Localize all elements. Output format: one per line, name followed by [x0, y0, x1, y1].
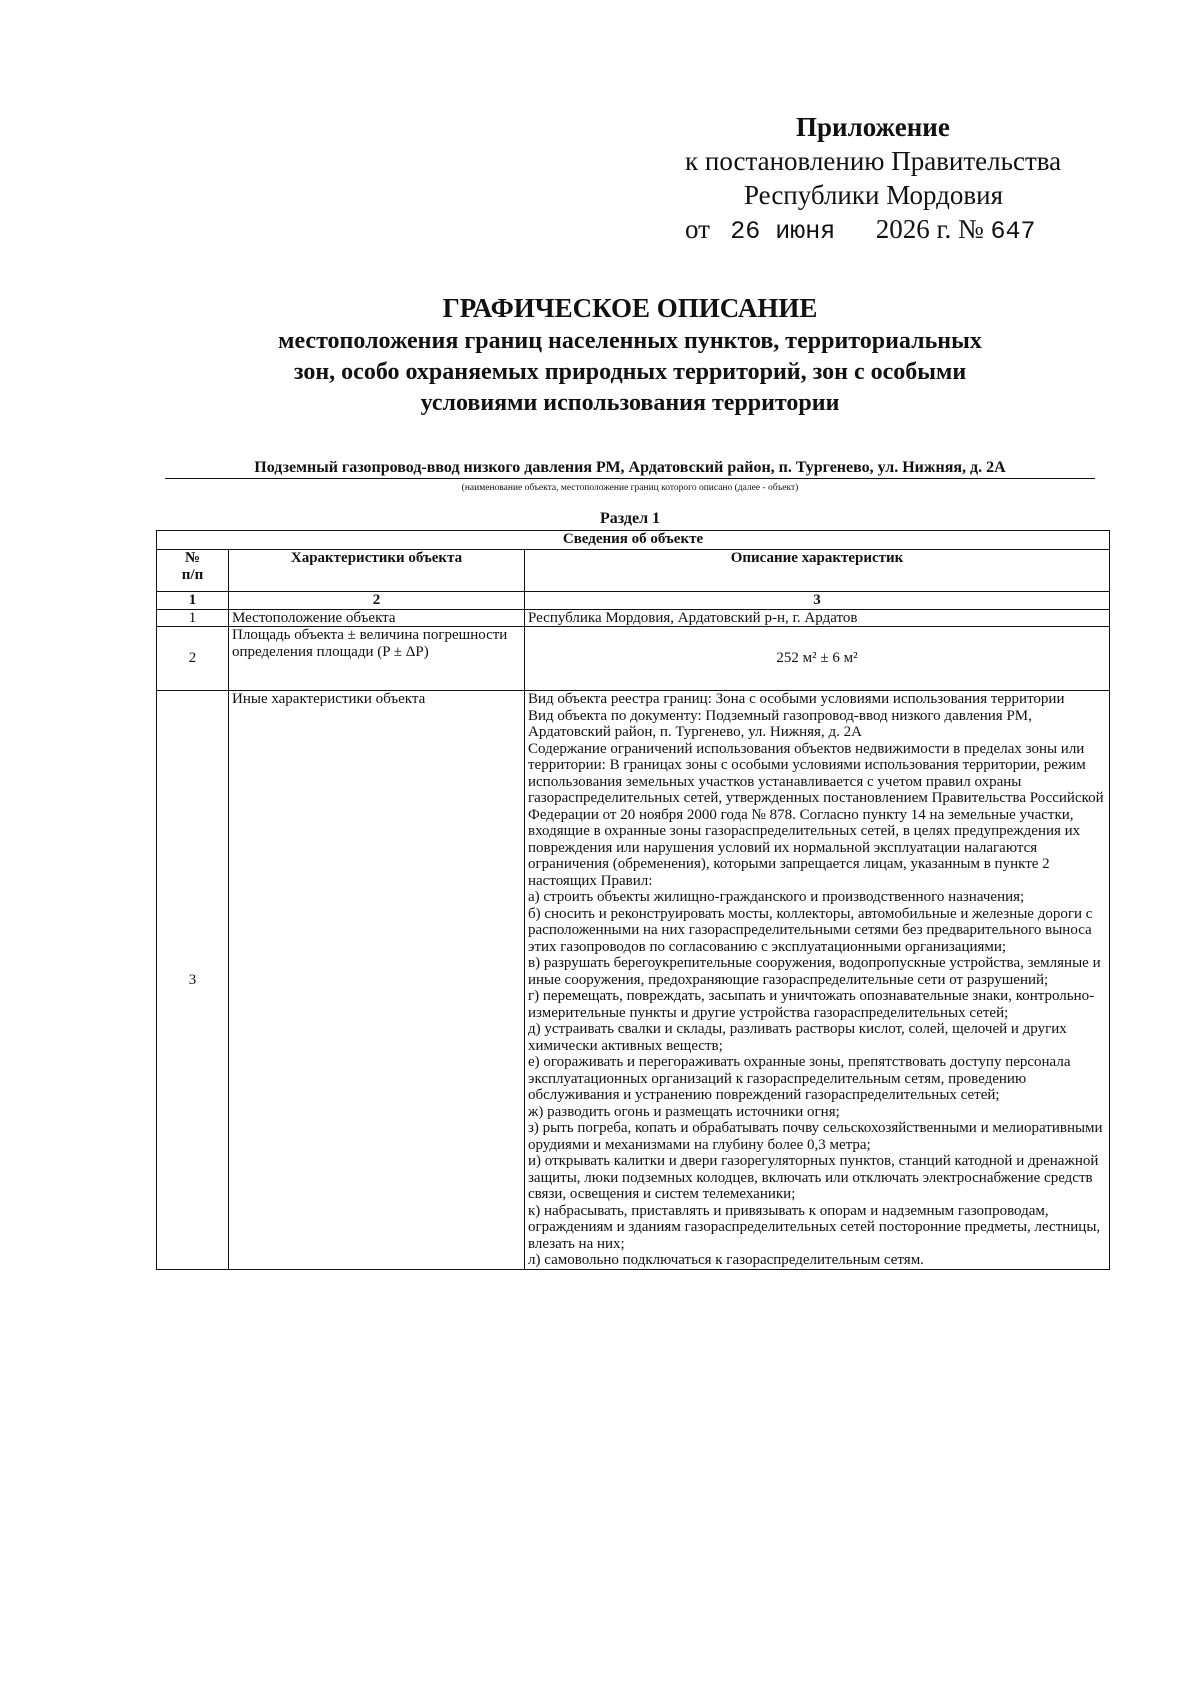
- restriction-item: л) самовольно подключаться к газораспределительным сетям.: [528, 1252, 924, 1268]
- restriction-item: ж) разводить огонь и размещать источники огня;: [528, 1103, 840, 1120]
- date-year: 2026 г. №: [875, 214, 984, 244]
- description-paragraph: Вид объекта по документу: Подземный газопровод-ввод низкого давления РМ, Ардатовский район, п. Тургенево, ул. Нижняя, д. 2А: [528, 707, 1032, 740]
- row-description: Республика Мордовия, Ардатовский р-н, г. Ардатов: [525, 609, 1110, 627]
- restriction-item: д) устраивать свалки и склады, разливать растворы кислот, солей, щелочей и других химически активных веществ;: [528, 1021, 1067, 1054]
- header-number: № п/п: [157, 550, 229, 592]
- row-number: 1: [157, 609, 229, 627]
- row-characteristic: Иные характеристики объекта: [229, 691, 525, 1270]
- table-row: [157, 609, 1110, 627]
- document-title: ГРАФИЧЕСКОЕ ОПИСАНИЕ: [442, 293, 818, 323]
- restriction-item: в) разрушать берегоукрепительные сооружения, водопропускные устройства, земляные и иные сооружения, предохраняющие газораспределительные сети от разрушений;: [528, 955, 1101, 988]
- appendix-line-2: Республики Мордовия: [744, 180, 1004, 210]
- column-number: 1: [157, 592, 229, 610]
- appendix-line-1: к постановлению Правительства: [685, 146, 1062, 176]
- column-number-row: [157, 592, 1110, 610]
- object-name: Подземный газопровод-ввод низкого давления РМ, Ардатовский район, п. Тургенево, ул. Нижняя, д. 2А: [165, 458, 1095, 479]
- column-number: 2: [229, 592, 525, 610]
- table-row: [157, 627, 1110, 691]
- restriction-item: е) огораживать и перегораживать охранные зоны, препятствовать доступу персонала эксплуатационных организаций к газораспределительным сетям, проведению обслуживания и устранению повреждений газораспределительных сетей;: [528, 1054, 1071, 1103]
- table-caption-row: [157, 531, 1110, 550]
- object-name-note: (наименование объекта, местоположение границ которого описано (далее - объект): [461, 483, 799, 493]
- subtitle-line-2: зон, особо охраняемых природных территорий, зон с особыми: [293, 359, 967, 385]
- document-title-block: [150, 290, 1110, 419]
- date-day: 26 июня: [730, 217, 836, 246]
- appendix-title: Приложение: [796, 112, 950, 142]
- document-number: 647: [990, 217, 1036, 246]
- column-number: 3: [525, 592, 1110, 610]
- header-characteristic: Характеристики объекта: [229, 550, 525, 592]
- restriction-item: и) открывать калитки и двери газорегуляторных пунктов, станций катодной и дренажной защиты, люки подземных колодцев, включать или отключать электроснабжение средств связи, освещения и систем телемеханики;: [528, 1153, 1099, 1202]
- restriction-item: г) перемещать, повреждать, засыпать и уничтожать опознавательные знаки, контрольно-измерительные пункты и другие устройства газораспределительных сетей;: [528, 988, 1095, 1021]
- appendix-date-line: [620, 212, 1100, 249]
- row-characteristic: Местоположение объекта: [229, 609, 525, 627]
- description-paragraph: Вид объекта реестра границ: Зона с особыми условиями использования территории: [528, 691, 1065, 707]
- subtitle-line-3: условиями использования территории: [420, 390, 840, 416]
- table-caption: Сведения об объекте: [157, 531, 1110, 550]
- row-number: 3: [157, 691, 229, 1270]
- restriction-item: а) строить объекты жилищно-гражданского и производственного назначения;: [528, 889, 1025, 905]
- row-description: 252 м² ± 6 м²: [525, 627, 1110, 691]
- restriction-item: б) сносить и реконструировать мосты, коллекторы, автомобильные и железные дороги с расположенными на них газораспределительными сетями без предварительного выноса этих газопроводов по согласованию с эксплуатационными организациями;: [528, 905, 1093, 955]
- appendix-block: [620, 110, 1100, 249]
- restriction-item: з) рыть погреба, копать и обрабатывать почву сельскохозяйственными и мелиоративными орудиями и механизмами на глубину более 0,3 метра;: [528, 1120, 1103, 1153]
- description-paragraph: Содержание ограничений использования объектов недвижимости в пределах зоны или территории: В границах зоны с особыми условиями использования территории, режим использования земельных участков устанавливается с учетом правил охраны газораспределительных сетей, утвержденных постановлением Правительства Российской Федерации от 20 ноября 2000 года № 878. Согласно пункту 14 на земельные участки, входящие в охранные зоны газораспределительных сетей, в целях предупреждения их повреждения или нарушения условий их нормальной эксплуатации налагаются ограничения (обременения), которыми запрещается лицам, указанным в пункте 2 настоящих Правил:: [528, 740, 1104, 889]
- header-description: Описание характеристик: [525, 550, 1110, 592]
- date-prefix: от: [685, 214, 710, 244]
- restriction-item: к) набрасывать, приставлять и привязывать к опорам и надземным газопроводам, ограждениям и зданиям газораспределительных сетей посторонние предметы, лестницы, влезать на них;: [528, 1202, 1101, 1252]
- table-row: [157, 691, 1110, 1270]
- section-label: Раздел 1: [599, 510, 661, 527]
- row-description: [525, 691, 1110, 1270]
- subtitle-line-1: местоположения границ населенных пунктов, территориальных: [278, 328, 982, 354]
- table-header-row: [157, 550, 1110, 592]
- object-info-table: [156, 530, 1110, 1270]
- row-characteristic: Площадь объекта ± величина погрешности определения площади (P ± ΔP): [229, 627, 525, 691]
- row-number: 2: [157, 627, 229, 691]
